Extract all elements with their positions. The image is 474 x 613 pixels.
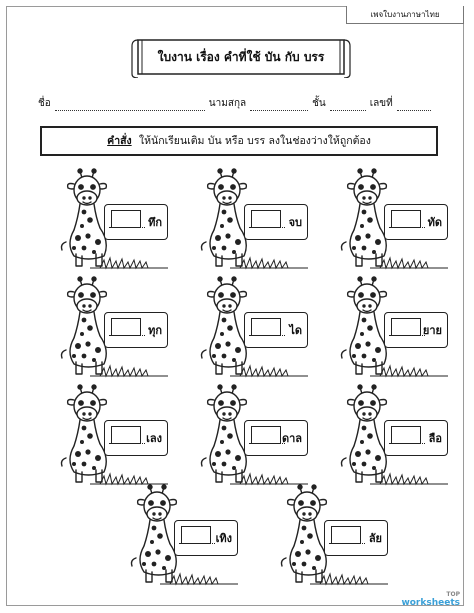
title-banner bbox=[130, 36, 352, 78]
instruction-box bbox=[40, 126, 438, 156]
answer-dotted-line bbox=[249, 443, 285, 444]
word-suffix: ทุก bbox=[148, 324, 162, 337]
answer-sign bbox=[384, 312, 448, 348]
exercise-card bbox=[60, 276, 170, 386]
word-suffix: จบ bbox=[288, 216, 302, 229]
answer-dotted-line bbox=[179, 543, 215, 544]
answer-sign bbox=[384, 204, 448, 240]
word-suffix: ลือ bbox=[428, 432, 442, 445]
answer-dotted-line bbox=[389, 227, 425, 228]
word-suffix: ดาล bbox=[281, 432, 302, 445]
exercise-card bbox=[200, 384, 310, 494]
word-suffix: ยาย bbox=[422, 324, 442, 337]
answer-box[interactable] bbox=[111, 210, 141, 228]
exercise-card bbox=[130, 484, 240, 594]
word-suffix: ได bbox=[289, 324, 302, 337]
word-suffix: เทิง bbox=[215, 532, 232, 545]
student-info-row bbox=[38, 96, 458, 111]
surname-label: นามสกุล bbox=[208, 98, 247, 109]
exercise-card bbox=[60, 168, 170, 278]
number-label: เลขที่ bbox=[369, 98, 393, 109]
answer-sign bbox=[104, 204, 168, 240]
instruction-key: คำสั่ง bbox=[107, 135, 132, 147]
exercise-card bbox=[340, 384, 450, 494]
answer-sign bbox=[384, 420, 448, 456]
answer-dotted-line bbox=[249, 335, 285, 336]
answer-box[interactable] bbox=[331, 526, 361, 544]
answer-dotted-line bbox=[329, 543, 365, 544]
answer-box[interactable] bbox=[251, 426, 281, 444]
answer-box[interactable] bbox=[111, 426, 141, 444]
surname-field[interactable] bbox=[250, 100, 308, 111]
name-field[interactable] bbox=[55, 100, 205, 111]
answer-box[interactable] bbox=[181, 526, 211, 544]
header-tag: เพจใบงานภาษาไทย bbox=[346, 6, 464, 24]
exercise-card bbox=[340, 276, 450, 386]
answer-dotted-line bbox=[109, 227, 145, 228]
answer-dotted-line bbox=[389, 335, 425, 336]
answer-box[interactable] bbox=[391, 210, 421, 228]
answer-sign bbox=[174, 520, 238, 556]
exercise-card bbox=[340, 168, 450, 278]
answer-box[interactable] bbox=[251, 210, 281, 228]
answer-sign bbox=[244, 204, 308, 240]
name-label: ชื่อ bbox=[38, 98, 51, 109]
answer-box[interactable] bbox=[111, 318, 141, 336]
exercise-card bbox=[200, 168, 310, 278]
watermark-top: TOP bbox=[446, 591, 460, 598]
word-suffix: ทึก bbox=[148, 216, 162, 229]
number-field[interactable] bbox=[397, 100, 431, 111]
exercise-card bbox=[280, 484, 390, 594]
exercise-card bbox=[60, 384, 170, 494]
exercise-card bbox=[200, 276, 310, 386]
class-field[interactable] bbox=[330, 100, 366, 111]
watermark-brand: worksheets bbox=[401, 598, 460, 608]
answer-box[interactable] bbox=[391, 426, 421, 444]
word-suffix: ลัย bbox=[368, 532, 382, 545]
answer-dotted-line bbox=[109, 443, 145, 444]
answer-dotted-line bbox=[249, 227, 285, 228]
answer-sign bbox=[324, 520, 388, 556]
answer-dotted-line bbox=[389, 443, 425, 444]
word-suffix: เลง bbox=[146, 432, 162, 445]
class-label: ชั้น bbox=[312, 98, 326, 109]
answer-box[interactable] bbox=[251, 318, 281, 336]
answer-sign bbox=[104, 312, 168, 348]
watermark-logo bbox=[401, 591, 460, 607]
answer-dotted-line bbox=[109, 335, 145, 336]
answer-sign bbox=[244, 312, 308, 348]
page-title: ใบงาน เรื่อง คำที่ใช้ บัน กับ บรร bbox=[157, 50, 325, 64]
answer-sign bbox=[244, 420, 308, 456]
word-suffix: ทัด bbox=[427, 216, 442, 229]
answer-box[interactable] bbox=[391, 318, 421, 336]
instruction-text: ให้นักเรียนเติม บัน หรือ บรร ลงในช่องว่างให้ถูกต้อง bbox=[138, 135, 371, 147]
answer-sign bbox=[104, 420, 168, 456]
